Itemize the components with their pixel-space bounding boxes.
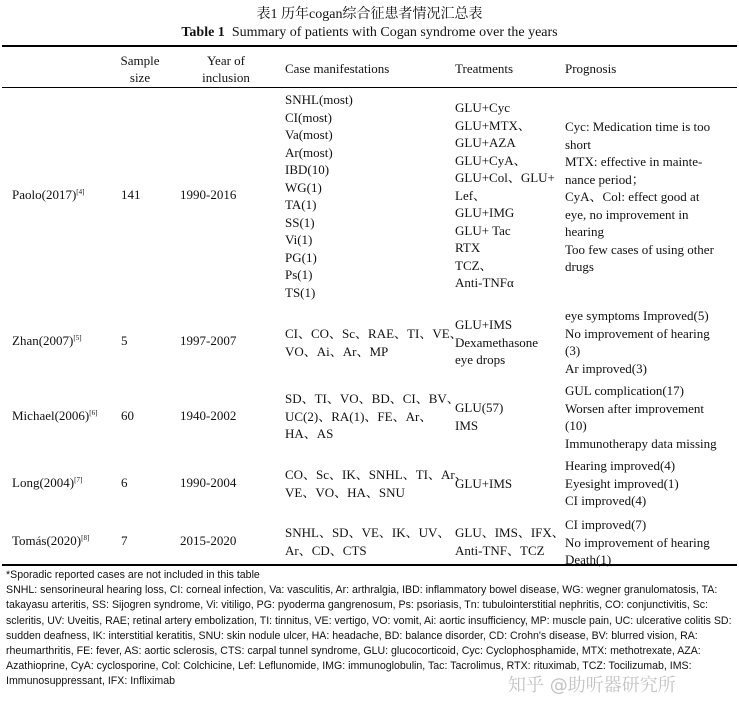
prognosis-line: hearing <box>565 224 604 239</box>
reference-mark: [4] <box>76 188 85 196</box>
treatments-line: IMS <box>455 417 479 433</box>
study-label: Michael(2006) <box>12 408 90 423</box>
case-manifestations-line: SNHL(most) <box>285 92 353 107</box>
prognosis-line: (3) <box>565 343 581 358</box>
case-manifestations-line: Ar(most) <box>285 144 333 160</box>
prognosis-line: CI improved(4) <box>565 493 647 508</box>
prognosis-line: MTX: effective in mainte- <box>565 154 703 169</box>
prognosis <box>565 307 710 377</box>
footnote-sporadic: *Sporadic reported cases are not included in this table <box>6 569 260 581</box>
table-caption <box>0 6 739 41</box>
case-manifestations-line: VE、VO、HA、SNU <box>285 484 405 500</box>
prognosis-line: No improvement of hearing <box>565 325 710 341</box>
treatments <box>455 524 565 559</box>
header-year: Year of inclusion <box>202 53 250 85</box>
case-manifestations-line: Va(most) <box>285 127 333 142</box>
caption-chinese: 表1 历年cogan综合征患者情况汇总表 <box>256 7 483 22</box>
prognosis-line: short <box>565 136 591 152</box>
sample-size: 7 <box>121 533 128 548</box>
study-name <box>12 332 82 350</box>
prognosis-line: nance period； <box>565 171 645 187</box>
treatments-line: Anti-TNFα <box>455 275 514 290</box>
treatments-line: GLU+AZA <box>455 135 516 150</box>
case-manifestations <box>285 91 353 301</box>
prognosis-line: eye symptoms Improved(5) <box>565 308 709 323</box>
case-manifestations-line: IBD(10) <box>285 162 330 177</box>
year-range: 1940-2002 <box>180 408 237 423</box>
prognosis-line: (10) <box>565 418 587 433</box>
treatments-line: GLU+Cyc <box>455 100 510 115</box>
treatments-line: RTX <box>455 240 481 255</box>
year-range: 1990-2004 <box>180 475 237 490</box>
prognosis <box>565 118 714 276</box>
case-manifestations-line: Ps(1) <box>285 267 313 282</box>
study-label: Long(2004) <box>12 475 75 490</box>
reference-mark: [5] <box>73 334 82 342</box>
sample-size: 6 <box>121 475 128 490</box>
study-label: Zhan(2007) <box>12 333 74 348</box>
treatments <box>455 99 555 292</box>
treatments-line: GLU+CyA、 <box>455 152 527 168</box>
case-manifestations <box>285 325 463 360</box>
prognosis <box>565 457 679 510</box>
reference-mark: [6] <box>89 409 98 417</box>
sample-size: 141 <box>121 187 141 202</box>
treatments-line: GLU+MTX、 <box>455 117 531 133</box>
case-manifestations-line: VO、Ai、Ar、MP <box>285 343 389 359</box>
case-manifestations <box>285 466 468 501</box>
header-treatments: Treatments <box>455 61 514 76</box>
prognosis-line: Cyc: Medication time is too <box>565 119 711 134</box>
case-manifestations-line: PG(1) <box>285 249 317 265</box>
watermark: 知乎 @助听器研究所 <box>508 675 676 696</box>
case-manifestations-line: CI(most) <box>285 109 332 125</box>
case-manifestations <box>285 524 450 559</box>
reference-mark: [8] <box>81 534 90 542</box>
prognosis-line: drugs <box>565 259 594 274</box>
case-manifestations <box>285 390 460 443</box>
case-manifestations-line: UC(2)、RA(1)、FE、Ar、 <box>285 408 433 424</box>
case-manifestations-line: CI、CO、Sc、RAE、TI、VE、 <box>285 326 463 341</box>
prognosis-line: Immunotherapy data missing <box>565 435 717 451</box>
prognosis <box>565 516 710 569</box>
reference-mark: [7] <box>74 476 83 484</box>
treatments-line: GLU+IMG <box>455 205 515 220</box>
prognosis <box>565 382 717 452</box>
prognosis-line: Hearing improved(4) <box>565 458 676 473</box>
header-sample-size: Sample size <box>120 53 160 85</box>
case-manifestations-line: TA(1) <box>285 197 317 212</box>
treatments-line: GLU(57) <box>455 400 504 415</box>
top-rule <box>2 45 737 47</box>
sample-size: 5 <box>121 333 128 348</box>
case-manifestations-line: SNHL、SD、VE、IK、UV、 <box>285 525 451 540</box>
treatments <box>455 475 512 493</box>
study-name <box>12 474 82 492</box>
case-manifestations-line: TS(1) <box>285 284 316 300</box>
study-label: Paolo(2017) <box>12 187 77 202</box>
treatments-line: GLU+Col、GLU+ <box>455 170 555 185</box>
study-name <box>12 532 89 550</box>
treatments-line: Dexamethasone <box>455 334 539 350</box>
case-manifestations-line: WG(1) <box>285 179 322 195</box>
treatments-line: eye drops <box>455 352 506 367</box>
treatments-line: GLU+IMS <box>455 317 513 332</box>
prognosis-line: GUL complication(17) <box>565 383 685 398</box>
study-name <box>12 186 84 204</box>
case-manifestations-line: SD、TI、VO、BD、CI、BV、 <box>285 391 460 406</box>
treatments-line: GLU+ Tac <box>455 222 511 238</box>
caption-text: Summary of patients with Cogan syndrome over the years <box>231 25 558 40</box>
year-range: 1990-2016 <box>180 187 237 202</box>
case-manifestations-line: SS(1) <box>285 214 315 230</box>
case-manifestations-line: Ar、CD、CTS <box>285 542 367 558</box>
header-manifestations: Case manifestations <box>285 61 390 76</box>
treatments-line: Lef、 <box>455 187 487 203</box>
prognosis-line: Death(1) <box>565 552 612 567</box>
header-prognosis: Prognosis <box>565 61 617 76</box>
header-rule <box>2 87 737 88</box>
treatments-line: TCZ、 <box>455 257 493 273</box>
prognosis-line: eye, no improvement in <box>565 206 689 222</box>
treatments-line: Anti-TNF、TCZ <box>455 542 545 558</box>
study-label: Tomás(2020) <box>12 533 82 548</box>
year-range: 1997-2007 <box>180 333 237 348</box>
prognosis-line: Worsen after improvement <box>565 400 705 416</box>
prognosis-line: Eyesight improved(1) <box>565 475 679 491</box>
prognosis-line: Ar improved(3) <box>565 360 647 376</box>
caption-label: Table 1 <box>181 25 225 40</box>
study-name <box>12 407 97 425</box>
treatments-line: GLU、IMS、IFX、 <box>455 525 565 540</box>
treatments <box>455 399 503 434</box>
prognosis-line: CI improved(7) <box>565 517 647 532</box>
treatments-line: GLU+IMS <box>455 476 513 491</box>
case-manifestations-line: CO、Sc、IK、SNHL、TI、Ar、 <box>285 467 468 482</box>
case-manifestations-line: HA、AS <box>285 426 334 441</box>
sample-size: 60 <box>121 408 134 423</box>
case-manifestations-line: Vi(1) <box>285 232 313 247</box>
treatments <box>455 316 538 369</box>
year-range: 2015-2020 <box>180 533 237 548</box>
abbreviations: SNHL: sensorineural hearing loss, CI: corneal infection, Va: vasculitis, Ar: arthralgia, IBD: inflammatory bowel disease, WG: wegner granulomatosis, TA: takayasu arteritis, SS: Sijogren syndrome, Vi: vitiligo, PG: pyoderma gangrenosum, Ps: psoriasis, Tn: tubulointerstitial nephritis, CO: conjunctivitis, Sc: scleritis, UV: Uveitis, RAE; retinal artery embolization, TI: tinnitus, VE: vertigo, VO: vomit, Ai: aortic insufficiency, MP: muscle pain, UC: ulcerative colitis SD: sudden deafness, IK: interstitial keratitis, SNU: skin nodule ulcer, HA: headache, BD: balance disorder, CD: Crohn's disease, BV: blurred vision, RA: rheumarthritis, FE: fever, AS: aortic sclerosis, CTS: carpal tunnel syndrome, GLU: glucocorticoid, Cyc: Cyclophosphamide, MTX: methotrexate, AZA: Azathioprine, CyA: cyclosporine, Col: Colchicine, Lef: Leflunomide, IMG: immunoglobulin, Tac: Tacrolimus, RTX: rituximab, TCZ: Tocilizumab, IMS: Immunosuppressant, IFX: Infliximab <box>6 584 732 688</box>
prognosis-line: No improvement of hearing <box>565 534 710 550</box>
prognosis-line: Too few cases of using other <box>565 241 714 257</box>
caption-english <box>0 24 739 41</box>
prognosis-line: CyA、Col: effect good at <box>565 189 700 204</box>
